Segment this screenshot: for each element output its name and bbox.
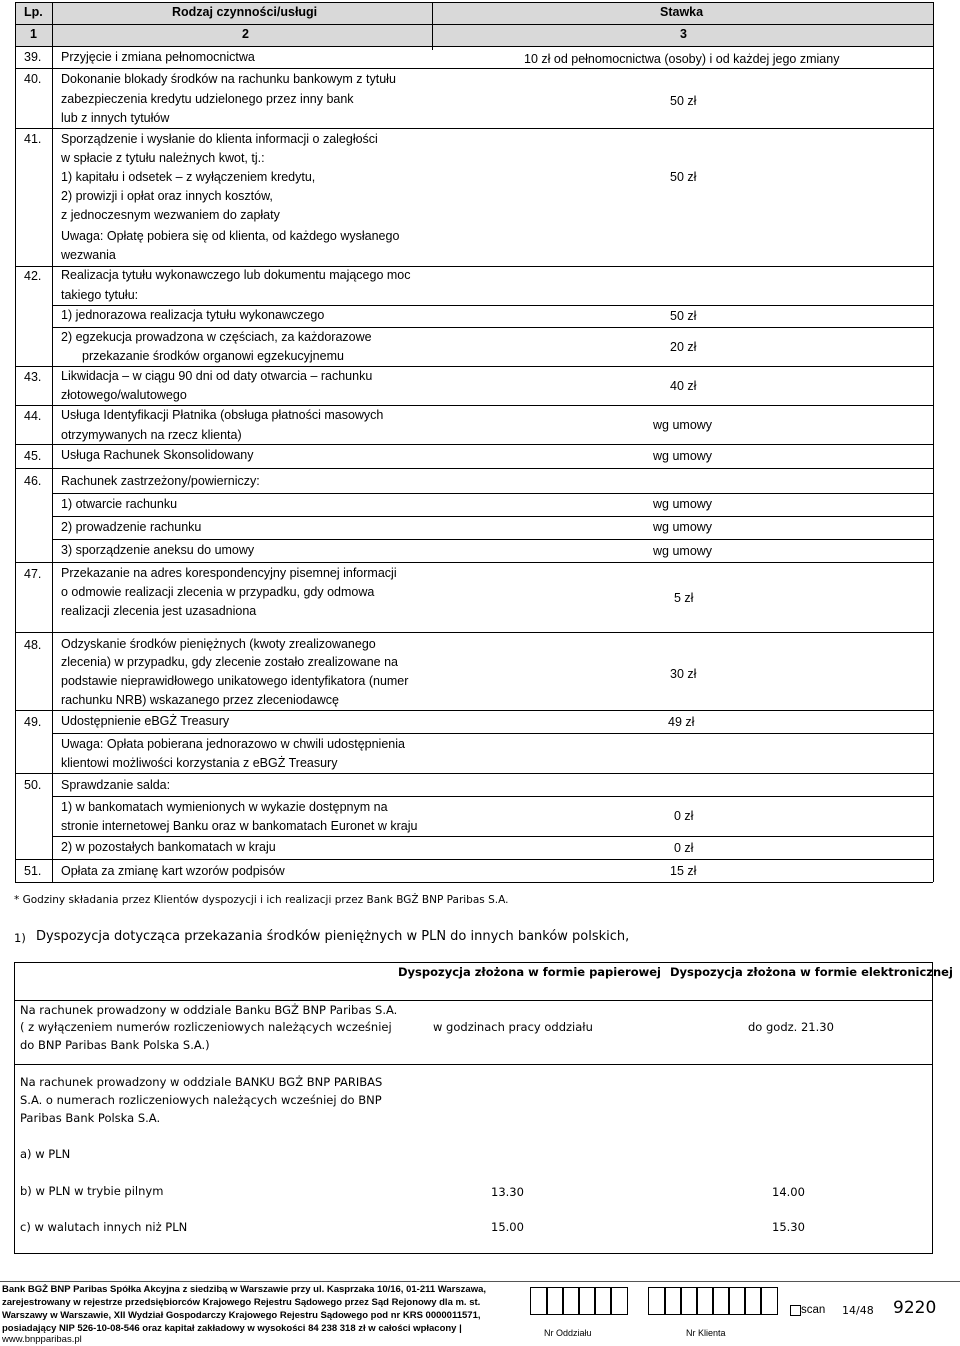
row-line: [52, 493, 933, 494]
row-line: [52, 516, 933, 517]
cutoff-row-label: ( z wyłączeniem numerów rozliczeniowych należących wcześniej: [20, 1020, 392, 1034]
row-subitem: 1) w bankomatach wymienionych w wykazie dostępnym na: [61, 800, 388, 814]
row-description: Sporządzenie i wysłanie do klienta informacji o zaległości: [61, 132, 378, 146]
row-rate: 15 zł: [670, 864, 697, 878]
row-rate: 20 zł: [670, 340, 697, 354]
row-description: w spłacie z tytułu należnych kwot, tj.:: [61, 151, 265, 165]
header-lp: Lp.: [24, 5, 43, 19]
row-description: zlecenia) w przypadku, gdy zlecenie zostało zrealizowane na: [61, 655, 398, 669]
row-rate: wg umowy: [653, 418, 713, 432]
row-rate: wg umowy: [653, 544, 713, 558]
row-number: 43.: [24, 370, 42, 384]
cutoff-subrow-label: c) w walutach innych niż PLN: [20, 1220, 188, 1234]
header-rodzaj: Rodzaj czynności/usługi: [172, 5, 318, 19]
cutoff-row-label: Na rachunek prowadzony w oddziale BANKU BGŻ BNP PARIBAS: [20, 1075, 383, 1089]
cutoff-row-label: Na rachunek prowadzony w oddziale Banku BGŻ BNP Paribas S.A.: [20, 1003, 398, 1017]
row-rate: wg umowy: [653, 449, 713, 463]
row-line: [15, 632, 933, 633]
row-rate: wg umowy: [653, 520, 713, 534]
row-line: [14, 1064, 933, 1065]
row-line: [15, 405, 933, 406]
section-number: 1): [14, 931, 26, 945]
row-description: Sprawdzanie salda:: [61, 778, 171, 792]
column-divider-rate: [432, 2, 433, 50]
scan-label: scan: [801, 1304, 826, 1316]
row-description: Przekazanie na adres korespondencyjny pisemnej informacji: [61, 566, 397, 580]
row-number: 48.: [24, 638, 42, 652]
row-description: 1) kapitału i odsetek – z wyłączeniem kredytu,: [61, 170, 316, 184]
cutoff-electronic-value: do godz. 21.30: [748, 1020, 834, 1034]
row-line: [52, 733, 933, 734]
row-line: [15, 46, 933, 47]
row-number: 46.: [24, 474, 42, 488]
row-number: 41.: [24, 132, 42, 146]
row-line: [52, 796, 933, 797]
cutoff-paper-value: 15.00: [491, 1220, 524, 1234]
column-divider-lp: [52, 2, 53, 882]
row-description: lub z innych tytułów: [61, 111, 170, 125]
row-description: Realizacja tytułu wykonawczego lub dokumentu mającego moc: [61, 268, 411, 282]
row-line: [15, 68, 933, 69]
row-line: [15, 773, 933, 774]
footer-website: www.bnpparibas.pl: [2, 1334, 82, 1345]
client-number-label: Nr Klienta: [686, 1328, 726, 1338]
row-description: Likwidacja – w ciągu 90 dni od daty otwarcia – rachunku: [61, 369, 373, 383]
branch-number-box: [610, 1287, 628, 1315]
row-subitem: 3) sporządzenie aneksu do umowy: [61, 543, 255, 557]
row-description: otrzymywanych na rzecz klienta): [61, 428, 242, 442]
row-note: Uwaga: Opłatę pobiera się od klienta, od każdego wysłanego: [61, 229, 400, 243]
row-rate: 40 zł: [670, 379, 697, 393]
row-description: Przyjęcie i zmiana pełnomocnictwa: [61, 50, 255, 64]
row-number: 45.: [24, 449, 42, 463]
cutoff-paper-value: 13.30: [491, 1185, 524, 1199]
row-description: złotowego/walutowego: [61, 388, 187, 402]
row-rate: 0 zł: [674, 809, 694, 823]
row-description: Usługa Identyfikacji Płatnika (obsługa płatności masowych: [61, 408, 384, 422]
page-number: 14/48: [842, 1304, 874, 1317]
row-line: [52, 327, 933, 328]
column-header-paper: Dyspozycja złożona w formie papierowej: [398, 965, 661, 979]
row-note: klientowi możliwości korzystania z eBGŻ Treasury: [61, 756, 338, 770]
row-description: 2) prowizji i opłat oraz innych kosztów,: [61, 189, 273, 203]
row-line: [15, 128, 933, 129]
row-description: o odmowie realizacji zlecenia w przypadku, gdy odmowa: [61, 585, 375, 599]
row-rate: 0 zł: [674, 841, 694, 855]
row-subitem: 2) w pozostałych bankomatach w kraju: [61, 840, 276, 854]
header-col-2: 2: [242, 27, 249, 41]
row-line: [52, 539, 933, 540]
row-rate: 5 zł: [674, 591, 694, 605]
row-number: 44.: [24, 409, 42, 423]
row-line: [14, 1000, 933, 1001]
header-col-3: 3: [680, 27, 687, 41]
row-number: 49.: [24, 715, 42, 729]
row-line: [15, 562, 933, 563]
footnote: * Godziny składania przez Klientów dyspozycji i ich realizacji przez Bank BGŻ BNP Paribas S.A.: [14, 894, 509, 906]
row-rate: 49 zł: [668, 715, 695, 729]
section-title: Dyspozycja dotycząca przekazania środków pieniężnych w PLN do innych banków polskich,: [36, 929, 630, 944]
document-code: 9220: [893, 1298, 937, 1318]
row-description: Udostępnienie eBGŻ Treasury: [61, 714, 230, 728]
row-note: Uwaga: Opłata pobierana jednorazowo w chwili udostępnienia: [61, 737, 405, 751]
row-description: Odzyskanie środków pieniężnych (kwoty zrealizowanego: [61, 637, 376, 651]
row-line: [15, 266, 933, 267]
client-number-box: [760, 1287, 778, 1315]
row-subitem: przekazanie środków organowi egzekucyjnemu: [82, 349, 344, 363]
row-line: [52, 305, 933, 306]
row-rate: 50 zł: [670, 309, 697, 323]
cutoff-subrow-label: a) w PLN: [20, 1147, 71, 1161]
table-border-right: [933, 2, 934, 882]
cutoff-row-label: Paribas Bank Polska S.A.: [20, 1111, 161, 1125]
row-description: zabezpieczenia kredytu udzielonego przez inny bank: [61, 92, 354, 106]
footer-bank-info: posiadający NIP 526-10-08-546 oraz kapitał zakładowy w wysokości 84 238 318 zł w całości wpłacony |: [2, 1323, 462, 1334]
footer-bank-info: Bank BGŻ BNP Paribas Spółka Akcyjna z siedzibą w Warszawie przy ul. Kasprzaka 10/16, 01-211 Warszawa,: [2, 1284, 487, 1295]
row-number: 40.: [24, 72, 42, 86]
column-header-electronic: Dyspozycja złożona w formie elektronicznej: [670, 965, 953, 979]
row-subitem: 2) prowadzenie rachunku: [61, 520, 202, 534]
row-description: rachunku NRB) wskazanego przez zleceniodawcę: [61, 693, 339, 707]
row-line: [15, 882, 933, 883]
row-line: [15, 444, 933, 445]
row-description: podstawie nieprawidłowego unikatowego identyfikatora (numer: [61, 674, 409, 688]
row-line: [15, 468, 933, 469]
row-line: [15, 859, 933, 860]
row-line: [15, 366, 933, 367]
cutoff-subrow-label: b) w PLN w trybie pilnym: [20, 1184, 164, 1198]
row-rate: 50 zł: [670, 94, 697, 108]
scan-checkbox[interactable]: [790, 1305, 801, 1316]
row-subitem: 1) otwarcie rachunku: [61, 497, 178, 511]
cutoff-paper-value: w godzinach pracy oddziału: [433, 1020, 593, 1034]
header-stawka: Stawka: [660, 5, 704, 19]
row-subitem: 2) egzekucja prowadzona w częściach, za każdorazowe: [61, 330, 372, 344]
row-rate: 10 zł od pełnomocnictwa (osoby) i od każdej jego zmiany: [524, 52, 840, 66]
cutoff-electronic-value: 15.30: [772, 1220, 805, 1234]
header-col-1: 1: [30, 27, 37, 41]
row-description: Dokonanie blokady środków na rachunku bankowym z tytułu: [61, 72, 396, 86]
column-divider: [14, 962, 15, 1254]
row-description: Usługa Rachunek Skonsolidowany: [61, 448, 254, 462]
row-number: 47.: [24, 567, 42, 581]
row-description: realizacji zlecenia jest uzasadniona: [61, 604, 257, 618]
row-rate: 50 zł: [670, 170, 697, 184]
row-line: [15, 710, 933, 711]
row-description: Rachunek zastrzeżony/powierniczy:: [61, 474, 260, 488]
row-number: 39.: [24, 50, 42, 64]
row-number: 42.: [24, 269, 42, 283]
row-description: Opłata za zmianę kart wzorów podpisów: [61, 864, 285, 878]
branch-number-label: Nr Oddziału: [544, 1328, 592, 1338]
footer-bank-info: Warszawy w Warszawie, XII Wydział Gospodarczy Krajowego Rejestru Sądowego pod nr KRS 0000011571,: [2, 1310, 481, 1321]
row-line: [52, 836, 933, 837]
table-border-left: [15, 2, 16, 882]
row-line: [15, 24, 933, 25]
row-description: takiego tytułu:: [61, 288, 139, 302]
row-subitem: 1) jednorazowa realizacja tytułu wykonawczego: [61, 308, 325, 322]
row-description: z jednoczesnym wezwaniem do zapłaty: [61, 208, 280, 222]
row-rate: wg umowy: [653, 497, 713, 511]
row-number: 50.: [24, 778, 42, 792]
cutoff-electronic-value: 14.00: [772, 1185, 805, 1199]
cutoff-row-label: S.A. o numerach rozliczeniowych należących wcześniej do BNP: [20, 1093, 382, 1107]
cutoff-row-label: do BNP Paribas Bank Polska S.A.): [20, 1038, 210, 1052]
row-line: [15, 2, 933, 3]
row-number: 51.: [24, 864, 42, 878]
footer-rule: [0, 1281, 960, 1282]
row-rate: 30 zł: [670, 667, 697, 681]
row-subitem: stronie internetowej Banku oraz w bankomatach Euronet w kraju: [61, 819, 418, 833]
row-note: wezwania: [61, 248, 116, 262]
footer-bank-info: zarejestrowany w rejestrze przedsiębiorców Krajowego Rejestru Sądowego przez Sąd Rejonowy dla m. st.: [2, 1297, 481, 1308]
